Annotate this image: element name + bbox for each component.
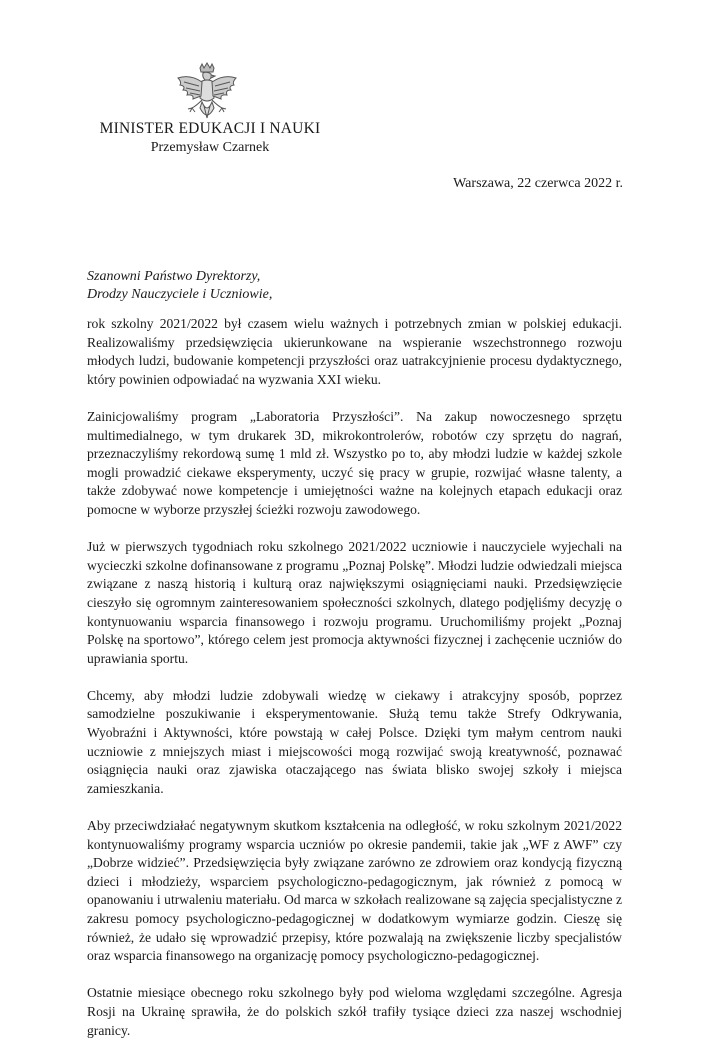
minister-name: Przemysław Czarnek [150, 140, 270, 155]
body-paragraph: Zainicjowaliśmy program „Laboratoria Przyszłości”. Na zakup nowoczesnego sprzętu multimedialnego, w tym drukarek 3D, mikrokontrolerów, robotów czy sprzętu do nagrań, przeznaczyliśmy rekordową sumę 1 mld zł. Wszystko po to, aby młodzi ludzie w każdej szkole mogli prowadzić ciekawe eksperymenty, uczyć się pracy w grupie, rozwijać własne talenty, a także zdobywać nowe kompetencje i umiejętności ważne na kolejnych etapach edukacji oraz pomocne w wyborze przyszłej ścieżki rozwoju zawodowego. [87, 408, 622, 517]
salutation-line-2: Drodzy Nauczyciele i Uczniowie, [87, 287, 273, 302]
body-paragraph: rok szkolny 2021/2022 był czasem wielu ważnych i potrzebnych zmian w polskiej edukacji. Realizowaliśmy przedsięwzięcia ukierunkowane na wspieranie wszechstronnego rozwoju młodych ludzi, budowanie kompetencji przyszłości oraz uatrakcyjnienie procesu dydaktycznego, który powinien odpowiadać na wyzwania XXI wieku. [87, 316, 622, 387]
salutation [87, 268, 272, 304]
letter-body [87, 315, 622, 1059]
salutation-line-1: Szanowni Państwo Dyrektorzy, [87, 269, 261, 284]
letter-date: Warszawa, 22 czerwca 2022 r. [453, 176, 623, 191]
body-paragraph: Aby przeciwdziałać negatywnym skutkom kształcenia na odległość, w roku szkolnym 2021/2022 kontynuowaliśmy programy wsparcia uczniów po okresie pandemii, takie jak „WF z AWF” czy „Dobrze widzieć”. Przedsięwzięcia były związane zarówno ze zdrowiem oraz kondycją fizyczną dzieci i młodzieży, wsparciem psychologiczno-pedagogicznym, jak również z pomocą w opanowaniu i utrwaleniu materiału. Od marca w szkołach realizowane są zajęcia specjalistyczne z zakresu pomocy psychologiczno-pedagogicznej w dodatkowym wymiarze godzin. Cieszę się również, że udało się wprowadzić przepisy, które pozwalają na zwiększenie liczby specjalistów oraz wsparcia finansowego na organizację pomocy psychologiczno-pedagogicznej. [87, 818, 622, 964]
ministry-name: MINISTER EDUKACJI I NAUKI [99, 120, 321, 137]
body-paragraph: Ostatnie miesiące obecnego roku szkolnego były pod wieloma względami szczególne. Agresja Rosji na Ukrainę sprawiła, że do polskich szkół trafiły tysiące dzieci zza naszej wschodniej granicy. [87, 985, 622, 1038]
body-paragraph: Już w pierwszych tygodniach roku szkolnego 2021/2022 uczniowie i nauczyciele wyjechali na wycieczki szkolne dofinansowane z programu „Poznaj Polskę”. Młodzi ludzie odwiedzali miejsca związane z naszą historią i kulturą oraz największymi osiągnięciami nauki. Przedsięwzięcie cieszyło się ogromnym zainteresowaniem społeczności szkolnych, dlatego podjęliśmy decyzję o kontynuowaniu wsparcia finansowego i rozwoju programu. Uruchomiliśmy projekt „Poznaj Polskę na sportowo”, którego celem jest promocja aktywności fizycznej i zachęcenie uczniów do uprawiania sportu. [87, 539, 622, 666]
body-paragraph: Chcemy, aby młodzi ludzie zdobywali wiedzę w ciekawy i atrakcyjny sposób, poprzez samodzielne poszukiwanie i eksperymentowanie. Służą temu także Strefy Odkrywania, Wyobraźni i Aktywności, które powstają w całej Polsce. Dzięki tym małym centrom nauki uczniowie z mniejszych miast i miejscowości mogą rozwijać swoją kreatywność, poznawać osiągnięcia nauki oraz zjawiska otaczającego nas świata blisko swojej szkoły i miejsca zamieszkania. [87, 687, 622, 796]
polish-eagle-icon [172, 62, 242, 128]
